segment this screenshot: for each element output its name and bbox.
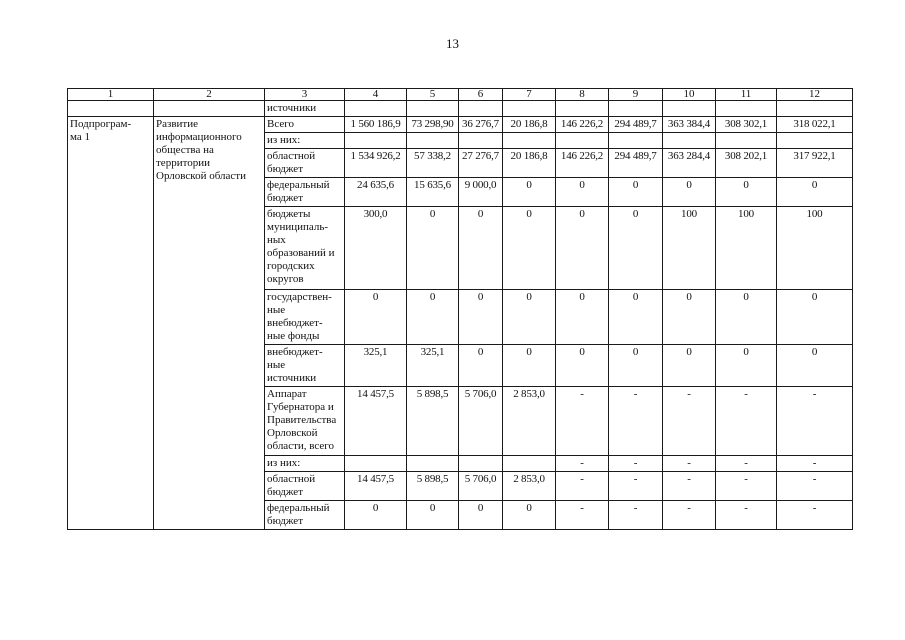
value-cell: 36 276,7 xyxy=(459,117,503,133)
value-cell: 0 xyxy=(459,207,503,290)
value-cell: 0 xyxy=(345,290,407,345)
value-cell: 0 xyxy=(609,207,663,290)
value-cell: 57 338,2 xyxy=(407,149,459,178)
value-cell: - xyxy=(777,472,853,501)
value-cell: 15 635,6 xyxy=(407,178,459,207)
funding-source-label: из них: xyxy=(265,456,345,472)
value-cell: 5 706,0 xyxy=(459,387,503,456)
value-cell: - xyxy=(716,501,777,530)
value-cell: 0 xyxy=(716,290,777,345)
value-cell: 9 000,0 xyxy=(459,178,503,207)
funding-source-label: Аппарат Губернатора и Правительства Орловской области, всего xyxy=(265,387,345,456)
header-row xyxy=(68,89,853,101)
value-cell: 0 xyxy=(345,501,407,530)
funding-source-label: государствен- ные внебюджет- ные фонды xyxy=(265,290,345,345)
value-cell xyxy=(663,133,716,149)
funding-source-label: федеральный бюджет xyxy=(265,501,345,530)
empty-cell xyxy=(556,101,609,117)
funding-source-label: федеральный бюджет xyxy=(265,178,345,207)
value-cell: 294 489,7 xyxy=(609,117,663,133)
program-name: Развитие информационного общества на территории Орловской области xyxy=(154,117,265,530)
value-cell: 0 xyxy=(716,345,777,387)
empty-cell xyxy=(716,101,777,117)
value-cell: - xyxy=(609,387,663,456)
value-cell xyxy=(459,133,503,149)
value-cell: 20 186,8 xyxy=(503,149,556,178)
value-cell: 146 226,2 xyxy=(556,117,609,133)
value-cell: 325,1 xyxy=(345,345,407,387)
value-cell: 0 xyxy=(459,290,503,345)
value-cell: - xyxy=(777,501,853,530)
value-cell: 5 898,5 xyxy=(407,472,459,501)
value-cell: 0 xyxy=(609,178,663,207)
value-cell: 1 560 186,9 xyxy=(345,117,407,133)
value-cell: - xyxy=(663,501,716,530)
value-cell xyxy=(556,133,609,149)
value-cell: - xyxy=(556,456,609,472)
value-cell: 0 xyxy=(663,290,716,345)
column-header-3: 3 xyxy=(265,89,345,101)
value-cell: 363 384,4 xyxy=(663,117,716,133)
empty-cell xyxy=(503,101,556,117)
value-cell: - xyxy=(716,472,777,501)
value-cell: 0 xyxy=(407,290,459,345)
value-cell: 0 xyxy=(503,501,556,530)
column-header-12: 12 xyxy=(777,89,853,101)
value-cell: - xyxy=(556,472,609,501)
value-cell: - xyxy=(556,501,609,530)
value-cell: 100 xyxy=(777,207,853,290)
funding-source-label: областной бюджет xyxy=(265,149,345,178)
column-header-10: 10 xyxy=(663,89,716,101)
column-header-7: 7 xyxy=(503,89,556,101)
value-cell: 0 xyxy=(556,178,609,207)
column-header-5: 5 xyxy=(407,89,459,101)
funding-source-label: внебюджет- ные источники xyxy=(265,345,345,387)
value-cell: 0 xyxy=(716,178,777,207)
value-cell: 325,1 xyxy=(407,345,459,387)
value-cell: - xyxy=(609,456,663,472)
empty-cell xyxy=(154,101,265,117)
funding-source-label: Всего xyxy=(265,117,345,133)
value-cell: 300,0 xyxy=(345,207,407,290)
value-cell: 0 xyxy=(503,207,556,290)
value-cell: 2 853,0 xyxy=(503,387,556,456)
empty-cell xyxy=(68,101,154,117)
value-cell: 0 xyxy=(503,178,556,207)
value-cell: 100 xyxy=(663,207,716,290)
value-cell xyxy=(407,133,459,149)
value-cell xyxy=(407,456,459,472)
empty-cell xyxy=(663,101,716,117)
budget-table xyxy=(67,88,853,530)
value-cell: 146 226,2 xyxy=(556,149,609,178)
column-header-11: 11 xyxy=(716,89,777,101)
value-cell xyxy=(716,133,777,149)
value-cell: 0 xyxy=(609,290,663,345)
value-cell: 0 xyxy=(663,345,716,387)
value-cell: 14 457,5 xyxy=(345,387,407,456)
value-cell: 0 xyxy=(777,345,853,387)
value-cell: 0 xyxy=(459,501,503,530)
empty-cell xyxy=(777,101,853,117)
value-cell: 100 xyxy=(716,207,777,290)
value-cell: - xyxy=(556,387,609,456)
value-cell: 0 xyxy=(663,178,716,207)
value-cell: 0 xyxy=(407,207,459,290)
value-cell: - xyxy=(609,501,663,530)
sources-label: источники xyxy=(265,101,345,117)
table-row xyxy=(68,117,853,133)
value-cell: - xyxy=(716,387,777,456)
empty-cell xyxy=(609,101,663,117)
value-cell: 0 xyxy=(503,345,556,387)
value-cell: 73 298,90 xyxy=(407,117,459,133)
value-cell xyxy=(459,456,503,472)
empty-cell xyxy=(459,101,503,117)
value-cell: 318 022,1 xyxy=(777,117,853,133)
value-cell: 0 xyxy=(556,345,609,387)
value-cell: 0 xyxy=(407,501,459,530)
value-cell: - xyxy=(777,387,853,456)
sources-continuation-row xyxy=(68,101,853,117)
funding-source-label: областной бюджет xyxy=(265,472,345,501)
value-cell: 0 xyxy=(459,345,503,387)
value-cell: 363 284,4 xyxy=(663,149,716,178)
value-cell xyxy=(345,133,407,149)
column-header-4: 4 xyxy=(345,89,407,101)
value-cell: - xyxy=(609,472,663,501)
value-cell: - xyxy=(663,387,716,456)
column-header-2: 2 xyxy=(154,89,265,101)
value-cell: 0 xyxy=(777,178,853,207)
column-header-6: 6 xyxy=(459,89,503,101)
empty-cell xyxy=(407,101,459,117)
value-cell xyxy=(609,133,663,149)
value-cell xyxy=(503,133,556,149)
value-cell xyxy=(503,456,556,472)
value-cell xyxy=(345,456,407,472)
value-cell: 1 534 926,2 xyxy=(345,149,407,178)
column-header-9: 9 xyxy=(609,89,663,101)
funding-source-label: из них: xyxy=(265,133,345,149)
funding-source-label: бюджеты муниципаль- ных образований и городских округов xyxy=(265,207,345,290)
value-cell: - xyxy=(663,472,716,501)
value-cell: 14 457,5 xyxy=(345,472,407,501)
empty-cell xyxy=(345,101,407,117)
value-cell: - xyxy=(777,456,853,472)
value-cell: 5 706,0 xyxy=(459,472,503,501)
column-header-1: 1 xyxy=(68,89,154,101)
value-cell: 308 202,1 xyxy=(716,149,777,178)
value-cell: 294 489,7 xyxy=(609,149,663,178)
column-header-8: 8 xyxy=(556,89,609,101)
value-cell: 0 xyxy=(556,290,609,345)
page-number: 13 xyxy=(446,36,459,51)
value-cell: 317 922,1 xyxy=(777,149,853,178)
value-cell: 2 853,0 xyxy=(503,472,556,501)
value-cell: 20 186,8 xyxy=(503,117,556,133)
value-cell: 27 276,7 xyxy=(459,149,503,178)
value-cell: 0 xyxy=(556,207,609,290)
value-cell: 0 xyxy=(503,290,556,345)
value-cell xyxy=(777,133,853,149)
value-cell: 0 xyxy=(777,290,853,345)
value-cell: 24 635,6 xyxy=(345,178,407,207)
value-cell: 0 xyxy=(609,345,663,387)
value-cell: 5 898,5 xyxy=(407,387,459,456)
value-cell: - xyxy=(663,456,716,472)
value-cell: 308 302,1 xyxy=(716,117,777,133)
value-cell: - xyxy=(716,456,777,472)
program-code: Подпрограм- ма 1 xyxy=(68,117,154,530)
